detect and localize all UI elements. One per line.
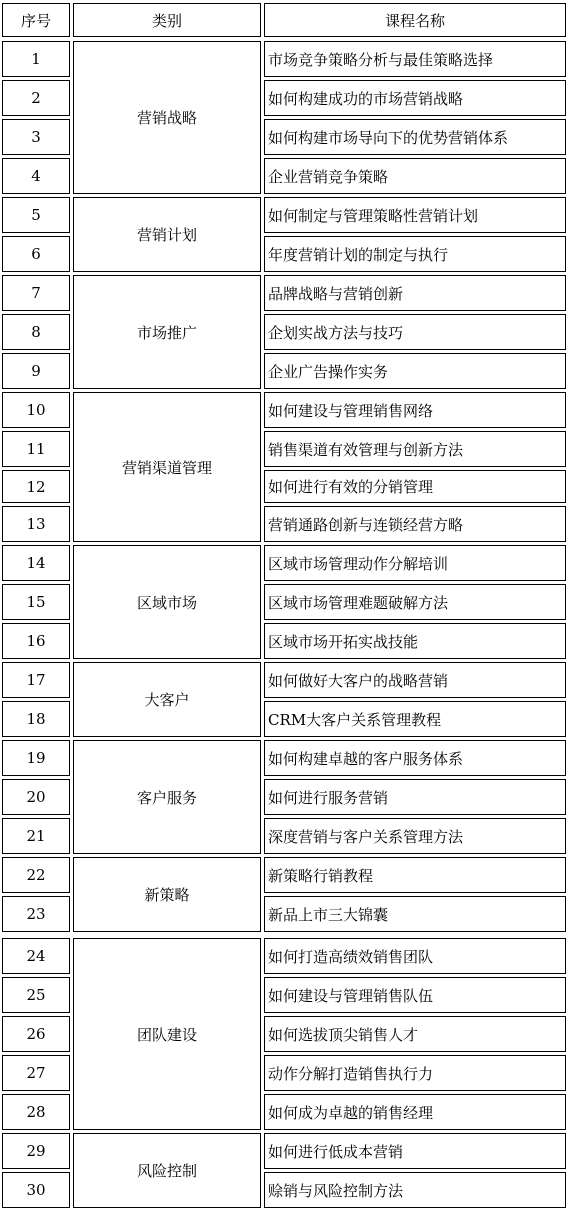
course-name: 区域市场管理动作分解培训 [264,545,566,581]
row-number: 1 [2,41,70,77]
category-cell: 市场推广 [73,275,261,389]
course-name: 如何做好大客户的战略营销 [264,662,566,698]
category-cell: 大客户 [73,662,261,737]
category-cell: 风险控制 [73,1133,261,1208]
course-name: 如何进行低成本营销 [264,1133,566,1169]
course-name: 区域市场开拓实战技能 [264,623,566,659]
course-name: 赊销与风险控制方法 [264,1172,566,1208]
row-number: 3 [2,119,70,155]
course-name: 年度营销计划的制定与执行 [264,236,566,272]
course-name: 企划实战方法与技巧 [264,314,566,350]
category-cell: 团队建设 [73,938,261,1130]
row-number: 2 [2,80,70,116]
row-number: 19 [2,740,70,776]
row-number: 26 [2,1016,70,1052]
row-number: 14 [2,545,70,581]
category-cell: 营销计划 [73,197,261,272]
course-name: 动作分解打造销售执行力 [264,1055,566,1091]
row-number: 22 [2,857,70,893]
course-name: 营销通路创新与连锁经营方略 [264,506,566,542]
row-number: 5 [2,197,70,233]
course-name: 如何进行有效的分销管理 [264,470,566,503]
course-name: 如何构建卓越的客户服务体系 [264,740,566,776]
row-number: 15 [2,584,70,620]
course-name: 如何选拔顶尖销售人才 [264,1016,566,1052]
category-cell: 营销战略 [73,41,261,194]
row-number: 7 [2,275,70,311]
row-number: 21 [2,818,70,854]
course-name: 销售渠道有效管理与创新方法 [264,431,566,467]
course-name: 如何进行服务营销 [264,779,566,815]
row-number: 10 [2,392,70,428]
row-number: 18 [2,701,70,737]
row-number: 16 [2,623,70,659]
category-cell: 客户服务 [73,740,261,854]
category-cell: 区域市场 [73,545,261,659]
row-number: 8 [2,314,70,350]
course-name: 新品上市三大锦囊 [264,896,566,932]
course-name: 市场竞争策略分析与最佳策略选择 [264,41,566,77]
row-number: 30 [2,1172,70,1208]
category-cell: 新策略 [73,857,261,932]
row-number: 11 [2,431,70,467]
course-name: 如何制定与管理策略性营销计划 [264,197,566,233]
row-number: 28 [2,1094,70,1130]
header-number: 序号 [2,3,70,37]
row-number: 20 [2,779,70,815]
row-number: 12 [2,470,70,503]
course-name: 如何建设与管理销售网络 [264,392,566,428]
course-name: 企业广告操作实务 [264,353,566,389]
course-name: 如何成为卓越的销售经理 [264,1094,566,1130]
row-number: 17 [2,662,70,698]
header-course-name: 课程名称 [264,3,566,37]
header-category: 类别 [73,3,261,37]
course-name: 如何构建市场导向下的优势营销体系 [264,119,566,155]
course-name: 深度营销与客户关系管理方法 [264,818,566,854]
row-number: 9 [2,353,70,389]
course-name: 新策略行销教程 [264,857,566,893]
course-name: 品牌战略与营销创新 [264,275,566,311]
row-number: 23 [2,896,70,932]
row-number: 25 [2,977,70,1013]
course-name: 如何建设与管理销售队伍 [264,977,566,1013]
row-number: 13 [2,506,70,542]
row-number: 29 [2,1133,70,1169]
course-name: 如何构建成功的市场营销战略 [264,80,566,116]
row-number: 6 [2,236,70,272]
row-number: 4 [2,158,70,194]
course-name: CRM大客户关系管理教程 [264,701,566,737]
course-name: 如何打造高绩效销售团队 [264,938,566,974]
course-name: 区域市场管理难题破解方法 [264,584,566,620]
row-number: 24 [2,938,70,974]
category-cell: 营销渠道管理 [73,392,261,542]
row-number: 27 [2,1055,70,1091]
course-name: 企业营销竞争策略 [264,158,566,194]
